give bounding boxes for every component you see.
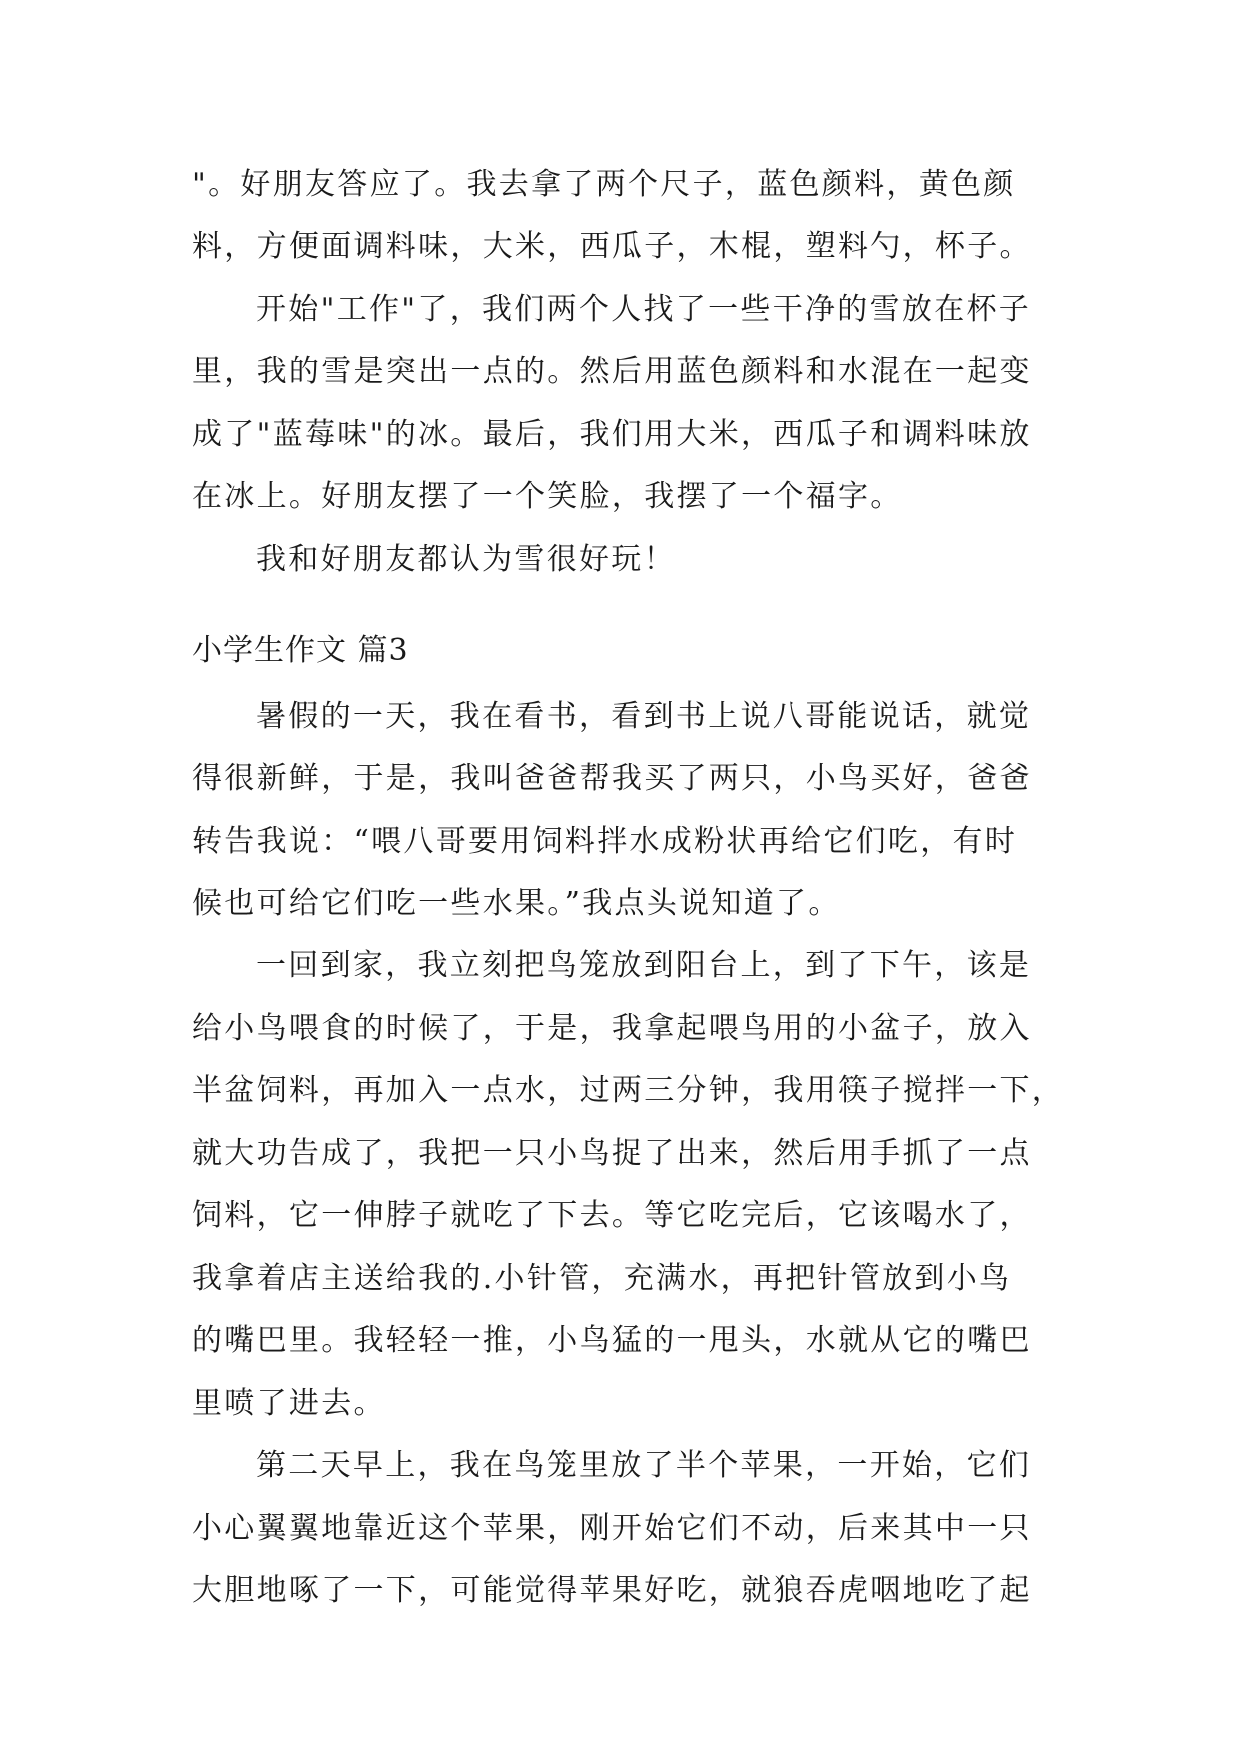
paragraph-first-line: 我和好朋友都认为雪很好玩！ — [256, 542, 676, 577]
text-line: 转告我说：“喂八哥要用饲料拌水成粉状再给它们吃，有时 — [192, 824, 1018, 859]
text-line: 料，方便面调料味，大米，西瓜子，木棍，塑料勺，杯子。 — [192, 229, 1032, 264]
text-line: 我拿着店主送给我的.小针管，充满水，再把针管放到小鸟 — [192, 1261, 1012, 1296]
text-line: 就大功告成了，我把一只小鸟捉了出来，然后用手抓了一点 — [192, 1136, 1032, 1171]
text-line: 给小鸟喂食的时候了，于是，我拿起喂鸟用的小盆子，放入 — [192, 1011, 1032, 1046]
text-line: 得很新鲜，于是，我叫爸爸帮我买了两只，小鸟买好，爸爸 — [192, 761, 1032, 796]
paragraph-first-line: 一回到家，我立刻把鸟笼放到阳台上，到了下午，该是 — [256, 948, 1032, 983]
text-line: 半盆饲料，再加入一点水，过两三分钟，我用筷子搅拌一下， — [192, 1073, 1065, 1108]
paragraph-first-line: 暑假的一天，我在看书，看到书上说八哥能说话，就觉 — [256, 699, 1032, 734]
text-line: 里喷了进去。 — [192, 1386, 386, 1421]
text-line: 里，我的雪是突出一点的。然后用蓝色颜料和水混在一起变 — [192, 354, 1032, 389]
text-line: 小心翼翼地靠近这个苹果，刚开始它们不动，后来其中一只 — [192, 1511, 1032, 1546]
text-line: 候也可给它们吃一些水果。”我点头说知道了。 — [192, 886, 841, 921]
text-line: 饲料，它一伸脖子就吃了下去。等它吃完后，它该喝水了， — [192, 1198, 1032, 1233]
text-line: 成了"蓝莓味"的冰。最后，我们用大米，西瓜子和调料味放 — [192, 417, 1032, 452]
text-line: "。好朋友答应了。我去拿了两个尺子，蓝色颜料，黄色颜 — [192, 167, 1016, 202]
paragraph-first-line: 开始"工作"了，我们两个人找了一些干净的雪放在杯子 — [256, 292, 1032, 327]
paragraph-first-line: 第二天早上，我在鸟笼里放了半个苹果，一开始，它们 — [256, 1448, 1032, 1483]
text-line: 的嘴巴里。我轻轻一推，小鸟猛的一甩头，水就从它的嘴巴 — [192, 1323, 1032, 1358]
text-line: 在冰上。好朋友摆了一个笑脸，我摆了一个福字。 — [192, 479, 903, 514]
section-title: 小学生作文 篇3 — [192, 633, 409, 668]
text-line: 大胆地啄了一下，可能觉得苹果好吃，就狼吞虎咽地吃了起 — [192, 1573, 1032, 1608]
